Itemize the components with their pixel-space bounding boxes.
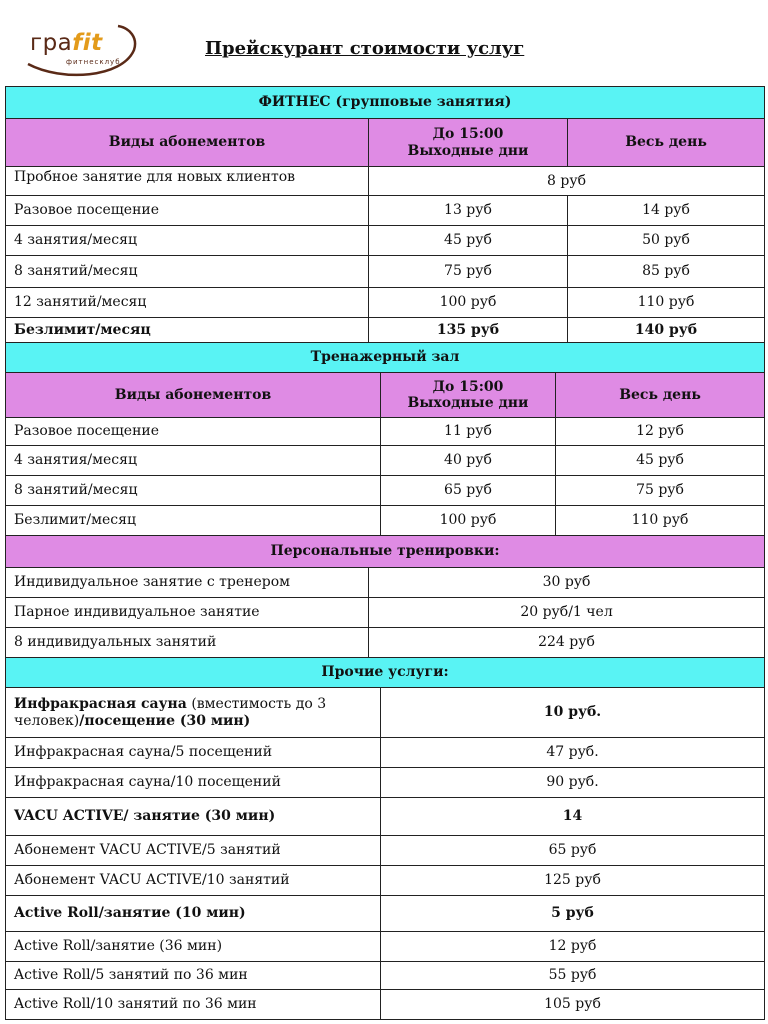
table-row	[6, 446, 765, 476]
personal-section-header	[6, 536, 765, 568]
gym-section-title: Тренажерный зал	[6, 343, 765, 373]
table-row	[6, 836, 765, 866]
row-label: Active Roll/10 занятий по 36 мин	[6, 990, 381, 1020]
row-price-morning: 13 руб	[369, 196, 568, 226]
row-label: Инфракрасная сауна/10 посещений	[6, 768, 381, 798]
row-label: 4 занятия/месяц	[6, 226, 369, 256]
logo-wordmark: граfit	[30, 30, 103, 56]
row-label: Разовое посещение	[6, 418, 381, 446]
row-price-allday: 14 руб	[568, 196, 765, 226]
row-price-allday: 12 руб	[556, 418, 765, 446]
row-label: Абонемент VACU ACTIVE/10 занятий	[6, 866, 381, 896]
fitness-header-allday: Весь день	[568, 119, 765, 167]
row-price-allday: 110 руб	[568, 288, 765, 318]
row-price-morning: 75 руб	[369, 256, 568, 288]
row-price: 65 руб	[381, 836, 765, 866]
row-label: VACU ACTIVE/ занятие (30 мин)	[6, 798, 381, 836]
row-label: Безлимит/месяц	[6, 318, 369, 343]
club-logo	[22, 20, 142, 80]
row-price: 224 руб	[369, 628, 765, 658]
row-label: Индивидуальное занятие с тренером	[6, 568, 369, 598]
row-label: Разовое посещение	[6, 196, 369, 226]
row-label: Инфракрасная сауна (вместимость до 3 человек)/посещение (30 мин)	[6, 688, 381, 738]
row-label: 4 занятия/месяц	[6, 446, 381, 476]
row-price-allday: 85 руб	[568, 256, 765, 288]
table-row	[6, 932, 765, 962]
row-price-morning: 100 руб	[381, 506, 556, 536]
table-row	[6, 738, 765, 768]
other-section-title: Прочие услуги:	[6, 658, 765, 688]
fitness-section-header	[6, 87, 765, 119]
row-price-morning: 65 руб	[381, 476, 556, 506]
row-label: Active Roll/5 занятий по 36 мин	[6, 962, 381, 990]
table-row	[6, 288, 765, 318]
table-row	[6, 476, 765, 506]
row-label: Парное индивидуальное занятие	[6, 598, 369, 628]
row-price-allday: 75 руб	[556, 476, 765, 506]
row-label: 8 индивидуальных занятий	[6, 628, 369, 658]
gym-header-type: Виды абонементов	[6, 373, 381, 418]
row-price-morning: 100 руб	[369, 288, 568, 318]
row-price: 5 руб	[381, 896, 765, 932]
row-label: Инфракрасная сауна/5 посещений	[6, 738, 381, 768]
table-row	[6, 568, 765, 598]
row-price-allday: 50 руб	[568, 226, 765, 256]
row-label: Пробное занятие для новых клиентов	[6, 167, 369, 196]
row-price-allday: 45 руб	[556, 446, 765, 476]
table-row	[6, 506, 765, 536]
row-label: 8 занятий/месяц	[6, 476, 381, 506]
table-row	[6, 768, 765, 798]
fitness-trial-row	[6, 167, 765, 196]
row-price: 8 руб	[369, 167, 765, 196]
table-row	[6, 226, 765, 256]
table-row	[6, 628, 765, 658]
table-row	[6, 798, 765, 836]
row-price: 12 руб	[381, 932, 765, 962]
row-price: 30 руб	[369, 568, 765, 598]
row-price: 14	[381, 798, 765, 836]
gym-section-header	[6, 343, 765, 373]
fitness-header-type: Виды абонементов	[6, 119, 369, 167]
row-label: 12 занятий/месяц	[6, 288, 369, 318]
table-row	[6, 866, 765, 896]
row-price-morning: 40 руб	[381, 446, 556, 476]
row-price-morning: 135 руб	[369, 318, 568, 343]
gym-header-allday: Весь день	[556, 373, 765, 418]
table-row	[6, 598, 765, 628]
row-price-morning: 45 руб	[369, 226, 568, 256]
row-label: Active Roll/занятие (36 мин)	[6, 932, 381, 962]
personal-section-title: Персональные тренировки:	[6, 536, 765, 568]
row-price: 90 руб.	[381, 768, 765, 798]
table-row	[6, 418, 765, 446]
gym-column-headers	[6, 373, 765, 418]
row-label: Абонемент VACU ACTIVE/5 занятий	[6, 836, 381, 866]
page-title: Прейскурант стоимости услуг	[205, 38, 525, 59]
row-price-allday: 110 руб	[556, 506, 765, 536]
row-price: 47 руб.	[381, 738, 765, 768]
price-list-table	[5, 86, 765, 1020]
row-price-morning: 11 руб	[381, 418, 556, 446]
row-price: 125 руб	[381, 866, 765, 896]
other-section-header	[6, 658, 765, 688]
table-row	[6, 318, 765, 343]
row-price: 55 руб	[381, 962, 765, 990]
logo-subtitle: фитнесклуб	[66, 58, 121, 66]
table-row	[6, 896, 765, 932]
row-label: Безлимит/месяц	[6, 506, 381, 536]
gym-header-morning: До 15:00 Выходные дни	[381, 373, 556, 418]
row-label: Active Roll/занятие (10 мин)	[6, 896, 381, 932]
row-label: 8 занятий/месяц	[6, 256, 369, 288]
row-price-allday: 140 руб	[568, 318, 765, 343]
row-price: 10 руб.	[381, 688, 765, 738]
fitness-column-headers	[6, 119, 765, 167]
row-price: 105 руб	[381, 990, 765, 1020]
table-row	[6, 256, 765, 288]
table-row	[6, 962, 765, 990]
table-row	[6, 990, 765, 1020]
row-price: 20 руб/1 чел	[369, 598, 765, 628]
fitness-section-title: ФИТНЕС (групповые занятия)	[6, 87, 765, 119]
fitness-header-morning: До 15:00 Выходные дни	[369, 119, 568, 167]
table-row	[6, 196, 765, 226]
table-row	[6, 688, 765, 738]
